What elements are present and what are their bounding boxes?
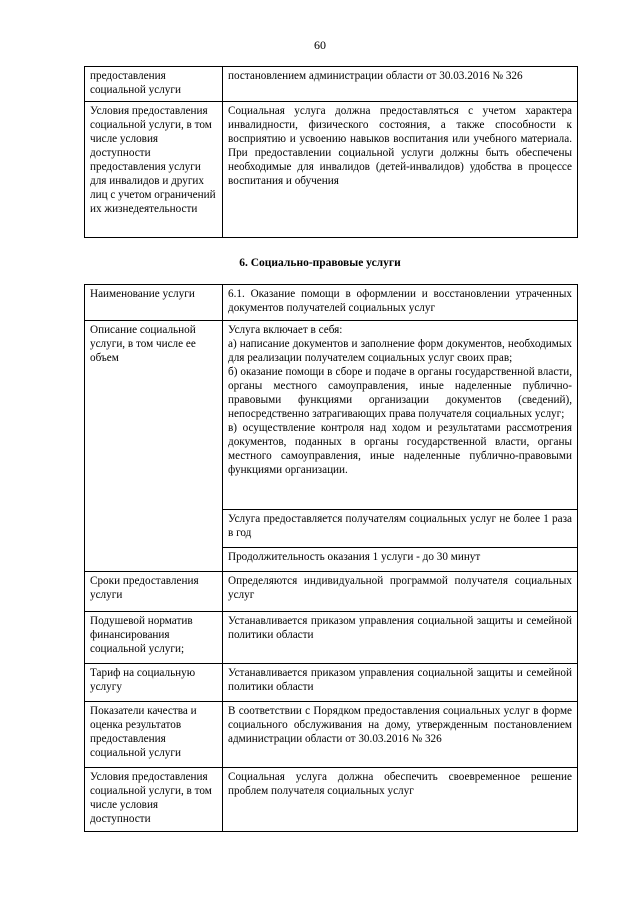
table-row — [85, 664, 578, 702]
description-item-b: б) оказание помощи в сборе и подаче в органы государственной власти, органы местного самоуправления, иные наделенные публично-правовыми функциями организации документов (сведений), непосредственно затрагивающих права получателя социальных услуг; — [228, 366, 572, 420]
description-item-c: в) осуществление контроля над ходом и результатами рассмотрения документов, поданных в органы государственной власти, органы местного самоуправления, иные наделенные публично-правовыми функциями организации. — [228, 422, 572, 476]
table-row — [85, 768, 578, 832]
row-value: Социальная услуга должна обеспечить своевременное решение проблем получателя социальных услуг — [223, 768, 578, 832]
table-row — [85, 612, 578, 664]
table-row — [85, 702, 578, 768]
row-value: Устанавливается приказом управления социальной защиты и семейной политики области — [223, 664, 578, 702]
row-label: Тариф на социальную услугу — [85, 664, 223, 702]
page-number: 60 — [314, 38, 326, 52]
description-intro: Услуга включает в себя: — [228, 324, 343, 336]
row-label: предоставления социальной услуги — [85, 67, 223, 102]
service-table — [84, 284, 578, 832]
table-row — [85, 67, 578, 102]
description-item-a: а) написание документов и заполнение форм документов, необходимых для реализации получателем социальных услуг своих прав; — [228, 338, 572, 364]
description-duration: Продолжительность оказания 1 услуги - до 30 минут — [223, 547, 577, 571]
row-value: Социальная услуга должна предоставляться с учетом характера инвалидности, физического состояния, а также способности к восприятию и усвоению навыков воспитания или учебного материала. При предоставлении социальной услуги должны быть обеспечены необходимые для инвалидов (детей-инвалидов) удобства в процессе воспитания и обучения — [223, 102, 578, 238]
row-value: постановлением администрации области от 30.03.2016 № 326 — [223, 67, 578, 102]
table-row — [85, 572, 578, 612]
description-cell — [223, 321, 578, 572]
row-value: В соответствии с Порядком предоставления социальных услуг в форме социального обслуживания на дому, утвержденным постановлением администрации области от 30.03.2016 № 326 — [223, 702, 578, 768]
row-label: Подушевой норматив финансирования социальной услуги; — [85, 612, 223, 664]
row-label: Условия предоставления социальной услуги, в том числе условия доступности — [85, 768, 223, 832]
row-label: Наименование услуги — [85, 285, 223, 321]
row-label: Условия предоставления социальной услуги, в том числе условия доступности предоставления услуги для инвалидов и других лиц с учетом ограничений их жизнедеятельности — [85, 102, 223, 238]
row-value: 6.1. Оказание помощи в оформлении и восстановлении утраченных документов получателей социальных услуг — [223, 285, 578, 321]
row-value: Определяются индивидуальной программой получателя социальных услуг — [223, 572, 578, 612]
table-row — [85, 285, 578, 321]
description-list — [223, 321, 577, 509]
table-row — [85, 321, 578, 572]
row-value: Устанавливается приказом управления социальной защиты и семейной политики области — [223, 612, 578, 664]
row-label: Описание социальной услуги, в том числе ее объем — [85, 321, 223, 572]
row-label: Показатели качества и оценка результатов предоставления социальной услуги — [85, 702, 223, 768]
continuation-table — [84, 66, 578, 238]
section-heading: 6. Социально-правовые услуги — [239, 257, 401, 269]
table-row — [85, 102, 578, 238]
row-label: Сроки предоставления услуги — [85, 572, 223, 612]
description-volume: Услуга предоставляется получателям социальных услуг не более 1 раза в год — [223, 509, 577, 547]
